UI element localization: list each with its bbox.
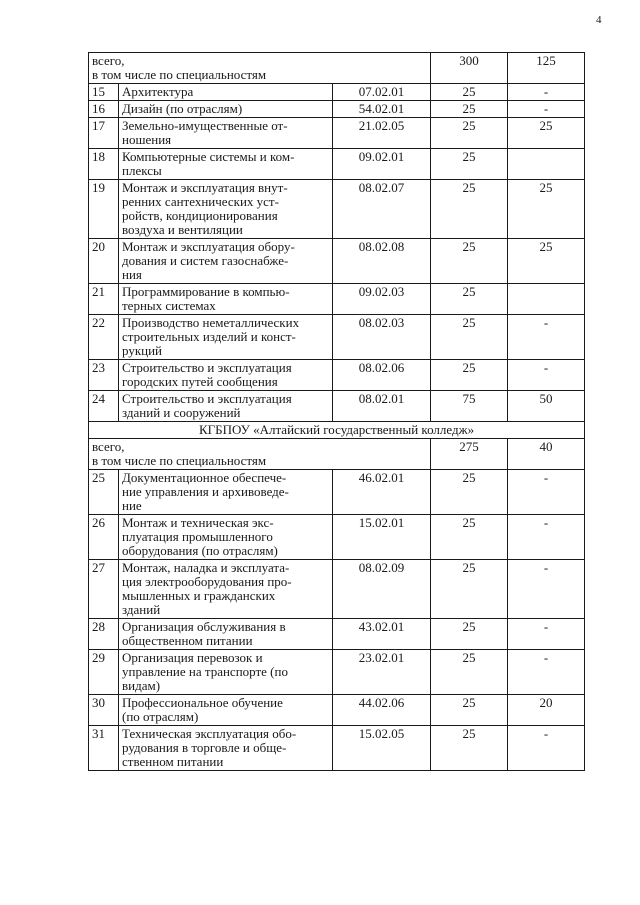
line-text: мышленных и гражданских: [122, 588, 276, 603]
line-text: ция электрооборудования про-: [122, 574, 292, 589]
line-text: воздуха и вентиляции: [122, 222, 243, 237]
quota-value-1: 25: [431, 619, 508, 650]
quota-value-2: -: [508, 101, 585, 118]
specialty-name: [119, 391, 333, 422]
line-text: Программирование в компью-: [122, 284, 290, 299]
line-text: Монтаж и эксплуатация внут-: [122, 180, 288, 195]
quota-value-2: 25: [508, 118, 585, 149]
quota-value-2: -: [508, 619, 585, 650]
total-value-1: 275: [431, 439, 508, 470]
specialty-name: [119, 726, 333, 771]
row-number: 16: [89, 101, 119, 118]
table-row: [89, 284, 585, 315]
specialty-name: [119, 284, 333, 315]
total-label: [89, 439, 431, 470]
line-text: зданий: [122, 602, 161, 617]
line-text: Дизайн (по отраслям): [122, 101, 243, 116]
row-number: 23: [89, 360, 119, 391]
line-text: Организация перевозок и: [122, 650, 263, 665]
quota-value-1: 25: [431, 560, 508, 619]
line-text: Организация обслуживания в: [122, 619, 286, 634]
quota-value-1: 25: [431, 101, 508, 118]
line-text: ние управления и архивоведе-: [122, 484, 289, 499]
quota-value-2: [508, 149, 585, 180]
institution-name: КГБПОУ «Алтайский государственный колледж»: [89, 422, 585, 439]
quota-value-1: 25: [431, 84, 508, 101]
table-row: [89, 619, 585, 650]
row-number: 21: [89, 284, 119, 315]
quota-value-2: -: [508, 515, 585, 560]
line-text: ношения: [122, 132, 172, 147]
specialty-name: [119, 149, 333, 180]
specialty-name: [119, 560, 333, 619]
quota-value-1: 25: [431, 360, 508, 391]
quota-value-1: 25: [431, 284, 508, 315]
quota-value-1: 25: [431, 695, 508, 726]
line-text: оборудования (по отраслям): [122, 543, 278, 558]
table-row: [89, 695, 585, 726]
total-value-2: 40: [508, 439, 585, 470]
line-text: всего,: [92, 53, 125, 68]
line-text: рудования в торговле и обще-: [122, 740, 287, 755]
row-number: 20: [89, 239, 119, 284]
row-number: 25: [89, 470, 119, 515]
admission-table: [88, 52, 585, 771]
specialty-name: [119, 619, 333, 650]
table-row: [89, 239, 585, 284]
line-text: Профессиональное обучение: [122, 695, 283, 710]
specialty-code: 08.02.07: [333, 180, 431, 239]
line-text: ройств, кондиционирования: [122, 208, 278, 223]
total-label: [89, 53, 431, 84]
table-row: [89, 650, 585, 695]
specialty-code: 44.02.06: [333, 695, 431, 726]
line-text: зданий и сооружений: [122, 405, 241, 420]
specialty-code: 08.02.03: [333, 315, 431, 360]
line-text: Земельно-имущественные от-: [122, 118, 288, 133]
table-row: [89, 470, 585, 515]
specialty-code: 21.02.05: [333, 118, 431, 149]
specialty-name: [119, 180, 333, 239]
line-text: Строительство и эксплуатация: [122, 391, 292, 406]
quota-value-2: -: [508, 726, 585, 771]
specialty-name: [119, 515, 333, 560]
specialty-name: [119, 239, 333, 284]
quota-value-2: -: [508, 560, 585, 619]
table-row: [89, 726, 585, 771]
quota-value-2: 20: [508, 695, 585, 726]
table-row: [89, 315, 585, 360]
line-text: Техническая эксплуатация обо-: [122, 726, 297, 741]
line-text: Производство неметаллических: [122, 315, 300, 330]
specialty-name: [119, 84, 333, 101]
line-text: видам): [122, 678, 161, 693]
specialty-code: 09.02.01: [333, 149, 431, 180]
line-text: ние: [122, 498, 142, 513]
quota-value-2: 50: [508, 391, 585, 422]
line-text: Монтаж и эксплуатация обору-: [122, 239, 295, 254]
quota-value-1: 25: [431, 470, 508, 515]
table-row: [89, 391, 585, 422]
line-text: дования и систем газоснабже-: [122, 253, 289, 268]
line-text: Архитектура: [122, 84, 194, 99]
specialty-code: 23.02.01: [333, 650, 431, 695]
line-text: строительных изделий и конст-: [122, 329, 296, 344]
total-value-2: 125: [508, 53, 585, 84]
specialty-code: 08.02.01: [333, 391, 431, 422]
quota-value-2: -: [508, 315, 585, 360]
line-text: плексы: [122, 163, 162, 178]
row-number: 15: [89, 84, 119, 101]
line-text: Монтаж, наладка и эксплуата-: [122, 560, 290, 575]
line-text: Компьютерные системы и ком-: [122, 149, 295, 164]
specialty-code: 07.02.01: [333, 84, 431, 101]
line-text: ственном питании: [122, 754, 224, 769]
specialty-name: [119, 101, 333, 118]
specialty-code: 08.02.08: [333, 239, 431, 284]
line-text: (по отраслям): [122, 709, 199, 724]
quota-value-1: 25: [431, 726, 508, 771]
quota-value-2: -: [508, 650, 585, 695]
specialty-code: 15.02.01: [333, 515, 431, 560]
specialty-name: [119, 470, 333, 515]
line-text: Строительство и эксплуатация: [122, 360, 292, 375]
line-text: ренних сантехнических уст-: [122, 194, 279, 209]
line-text: общественном питании: [122, 633, 253, 648]
specialty-name: [119, 360, 333, 391]
line-text: Документационное обеспече-: [122, 470, 287, 485]
line-text: Монтаж и техническая экс-: [122, 515, 274, 530]
quota-value-1: 25: [431, 180, 508, 239]
table-row: [89, 180, 585, 239]
quota-value-1: 25: [431, 515, 508, 560]
row-number: 27: [89, 560, 119, 619]
table-row: [89, 560, 585, 619]
quota-value-2: -: [508, 470, 585, 515]
page-number: 4: [596, 14, 602, 26]
specialty-code: 08.02.06: [333, 360, 431, 391]
quota-value-2: 25: [508, 239, 585, 284]
row-number: 31: [89, 726, 119, 771]
row-number: 28: [89, 619, 119, 650]
line-text: управление на транспорте (по: [122, 664, 288, 679]
row-number: 29: [89, 650, 119, 695]
line-text: всего,: [92, 439, 125, 454]
specialty-code: 43.02.01: [333, 619, 431, 650]
quota-value-2: [508, 284, 585, 315]
line-text: рукций: [122, 343, 163, 358]
quota-value-1: 25: [431, 315, 508, 360]
table-row: [89, 515, 585, 560]
specialty-code: 46.02.01: [333, 470, 431, 515]
line-text: плуатация промышленного: [122, 529, 273, 544]
specialty-code: 09.02.03: [333, 284, 431, 315]
row-number: 26: [89, 515, 119, 560]
line-text: в том числе по специальностям: [92, 453, 267, 468]
institution-header-row: [89, 422, 585, 439]
quota-value-1: 75: [431, 391, 508, 422]
line-text: терных системах: [122, 298, 216, 313]
specialty-name: [119, 650, 333, 695]
total-row: [89, 53, 585, 84]
line-text: ния: [122, 267, 142, 282]
quota-value-1: 25: [431, 118, 508, 149]
table-row: [89, 360, 585, 391]
quota-value-2: 25: [508, 180, 585, 239]
row-number: 18: [89, 149, 119, 180]
specialty-name: [119, 315, 333, 360]
quota-value-1: 25: [431, 149, 508, 180]
table-row: [89, 84, 585, 101]
quota-value-2: -: [508, 360, 585, 391]
specialty-name: [119, 695, 333, 726]
row-number: 17: [89, 118, 119, 149]
row-number: 24: [89, 391, 119, 422]
quota-value-1: 25: [431, 239, 508, 284]
specialty-code: 54.02.01: [333, 101, 431, 118]
specialty-code: 08.02.09: [333, 560, 431, 619]
quota-value-1: 25: [431, 650, 508, 695]
quota-value-2: -: [508, 84, 585, 101]
specialty-name: [119, 118, 333, 149]
line-text: городских путей сообщения: [122, 374, 278, 389]
total-value-1: 300: [431, 53, 508, 84]
line-text: в том числе по специальностям: [92, 67, 267, 82]
table-row: [89, 101, 585, 118]
table-row: [89, 118, 585, 149]
row-number: 19: [89, 180, 119, 239]
table-row: [89, 149, 585, 180]
total-row: [89, 439, 585, 470]
specialty-code: 15.02.05: [333, 726, 431, 771]
row-number: 22: [89, 315, 119, 360]
row-number: 30: [89, 695, 119, 726]
